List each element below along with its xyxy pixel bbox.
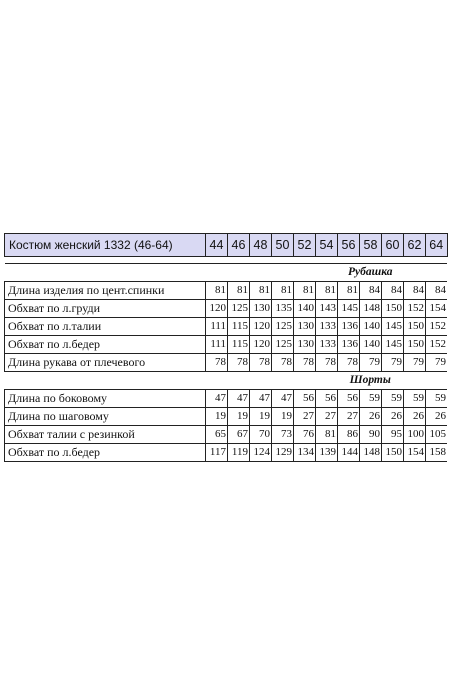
measurement-value: 78	[294, 354, 316, 372]
measurement-value: 129	[272, 444, 294, 462]
measurement-value: 59	[404, 390, 426, 408]
measurement-value: 150	[404, 336, 426, 354]
measurement-value: 119	[228, 444, 250, 462]
measurement-value: 79	[360, 354, 382, 372]
size-header-cell: 52	[294, 234, 316, 257]
measurement-value: 152	[426, 318, 448, 336]
measurement-value: 115	[228, 318, 250, 336]
section-row	[5, 372, 448, 390]
measurement-value: 47	[272, 390, 294, 408]
measurement-value: 117	[206, 444, 228, 462]
measurement-value: 47	[250, 390, 272, 408]
measurement-value: 133	[316, 336, 338, 354]
measurement-value: 47	[206, 390, 228, 408]
measurement-value: 84	[404, 282, 426, 300]
measurement-value: 136	[338, 318, 360, 336]
measurement-value: 19	[206, 408, 228, 426]
measurement-value: 56	[338, 390, 360, 408]
measurement-value: 120	[250, 318, 272, 336]
measurement-value: 26	[382, 408, 404, 426]
measurement-value: 81	[272, 282, 294, 300]
size-header-cell: 48	[250, 234, 272, 257]
measurement-value: 84	[426, 282, 448, 300]
section-spacer-cell	[5, 372, 294, 390]
measurement-value: 19	[228, 408, 250, 426]
measurement-value: 145	[382, 336, 404, 354]
measurement-name: Обхват по л.бедер	[5, 444, 206, 462]
measurement-value: 81	[250, 282, 272, 300]
measurement-value: 150	[382, 444, 404, 462]
measurement-value: 95	[382, 426, 404, 444]
measurement-value: 145	[338, 300, 360, 318]
measurement-value: 120	[206, 300, 228, 318]
measurement-value: 56	[316, 390, 338, 408]
measurement-value: 26	[404, 408, 426, 426]
measurement-value: 140	[294, 300, 316, 318]
measurement-value: 125	[272, 318, 294, 336]
measurement-value: 84	[360, 282, 382, 300]
measurement-value: 79	[404, 354, 426, 372]
measurement-value: 140	[360, 318, 382, 336]
measurement-value: 78	[272, 354, 294, 372]
measurement-value: 144	[338, 444, 360, 462]
measurement-value: 139	[316, 444, 338, 462]
measurement-value: 158	[426, 444, 448, 462]
measurement-value: 81	[316, 282, 338, 300]
measurement-value: 78	[228, 354, 250, 372]
measurement-name: Длина рукава от плечевого	[5, 354, 206, 372]
measurement-value: 78	[250, 354, 272, 372]
measurement-row	[5, 300, 448, 318]
measurement-value: 78	[316, 354, 338, 372]
size-header-cell: 60	[382, 234, 404, 257]
measurement-name: Обхват по л.талии	[5, 318, 206, 336]
measurement-row	[5, 318, 448, 336]
size-header-cell: 46	[228, 234, 250, 257]
measurement-value: 124	[250, 444, 272, 462]
measurement-value: 59	[382, 390, 404, 408]
measurement-value: 143	[316, 300, 338, 318]
measurement-value: 115	[228, 336, 250, 354]
measurement-value: 67	[228, 426, 250, 444]
measurement-name: Обхват по л.бедер	[5, 336, 206, 354]
measurement-value: 26	[426, 408, 448, 426]
measurement-value: 148	[360, 300, 382, 318]
measurement-value: 130	[294, 318, 316, 336]
measurement-name: Обхват по л.груди	[5, 300, 206, 318]
measurement-value: 76	[294, 426, 316, 444]
measurement-value: 47	[228, 390, 250, 408]
measurement-value: 26	[360, 408, 382, 426]
measurement-value: 111	[206, 336, 228, 354]
header-row	[5, 234, 448, 257]
section-spacer-cell	[5, 264, 294, 282]
measurement-value: 81	[338, 282, 360, 300]
measurement-value: 81	[316, 426, 338, 444]
size-header-cell: 44	[206, 234, 228, 257]
measurement-value: 56	[294, 390, 316, 408]
section-title: Рубашка	[294, 264, 448, 282]
measurement-value: 27	[294, 408, 316, 426]
measurement-value: 140	[360, 336, 382, 354]
measurement-row	[5, 408, 448, 426]
measurement-value: 111	[206, 318, 228, 336]
measurement-value: 90	[360, 426, 382, 444]
measurement-value: 152	[426, 336, 448, 354]
measurement-value: 135	[272, 300, 294, 318]
size-header-cell: 58	[360, 234, 382, 257]
measurement-value: 154	[404, 444, 426, 462]
size-header-cell: 62	[404, 234, 426, 257]
size-header-cell: 50	[272, 234, 294, 257]
product-title: Костюм женский 1332 (46-64)	[5, 234, 206, 257]
measurement-value: 79	[382, 354, 404, 372]
measurement-value: 84	[382, 282, 404, 300]
measurement-value: 27	[316, 408, 338, 426]
measurement-value: 145	[382, 318, 404, 336]
measurement-value: 120	[250, 336, 272, 354]
measurement-value: 130	[250, 300, 272, 318]
measurement-value: 105	[426, 426, 448, 444]
measurement-name: Длина по боковому	[5, 390, 206, 408]
measurement-value: 86	[338, 426, 360, 444]
measurement-value: 125	[228, 300, 250, 318]
measurement-value: 148	[360, 444, 382, 462]
measurement-value: 59	[360, 390, 382, 408]
measurement-value: 27	[338, 408, 360, 426]
measurement-value: 134	[294, 444, 316, 462]
measurement-value: 79	[426, 354, 448, 372]
measurement-row	[5, 282, 448, 300]
measurement-value: 81	[294, 282, 316, 300]
measurement-value: 70	[250, 426, 272, 444]
measurement-value: 130	[294, 336, 316, 354]
measurement-value: 133	[316, 318, 338, 336]
measurement-value: 78	[338, 354, 360, 372]
measurement-value: 136	[338, 336, 360, 354]
measurement-value: 65	[206, 426, 228, 444]
size-header-cell: 64	[426, 234, 448, 257]
size-table-body	[5, 234, 448, 462]
measurement-row	[5, 444, 448, 462]
measurement-value: 81	[228, 282, 250, 300]
section-title: Шорты	[294, 372, 448, 390]
measurement-name: Обхват талии с резинкой	[5, 426, 206, 444]
measurement-value: 19	[250, 408, 272, 426]
measurement-name: Длина по шаговому	[5, 408, 206, 426]
measurement-value: 150	[404, 318, 426, 336]
measurement-value: 125	[272, 336, 294, 354]
size-table	[4, 233, 448, 462]
measurement-value: 73	[272, 426, 294, 444]
measurement-value: 19	[272, 408, 294, 426]
measurement-value: 154	[426, 300, 448, 318]
measurement-row	[5, 336, 448, 354]
measurement-name: Длина изделия по цент.спинки	[5, 282, 206, 300]
measurement-value: 78	[206, 354, 228, 372]
measurement-value: 81	[206, 282, 228, 300]
section-row	[5, 264, 448, 282]
size-header-cell: 54	[316, 234, 338, 257]
spacer-row	[5, 257, 448, 264]
measurement-value: 59	[426, 390, 448, 408]
size-chart-sheet	[4, 233, 448, 462]
measurement-row	[5, 426, 448, 444]
measurement-row	[5, 354, 448, 372]
measurement-value: 150	[382, 300, 404, 318]
measurement-value: 100	[404, 426, 426, 444]
measurement-row	[5, 390, 448, 408]
size-header-cell: 56	[338, 234, 360, 257]
measurement-value: 152	[404, 300, 426, 318]
spacer-cell	[5, 257, 448, 264]
